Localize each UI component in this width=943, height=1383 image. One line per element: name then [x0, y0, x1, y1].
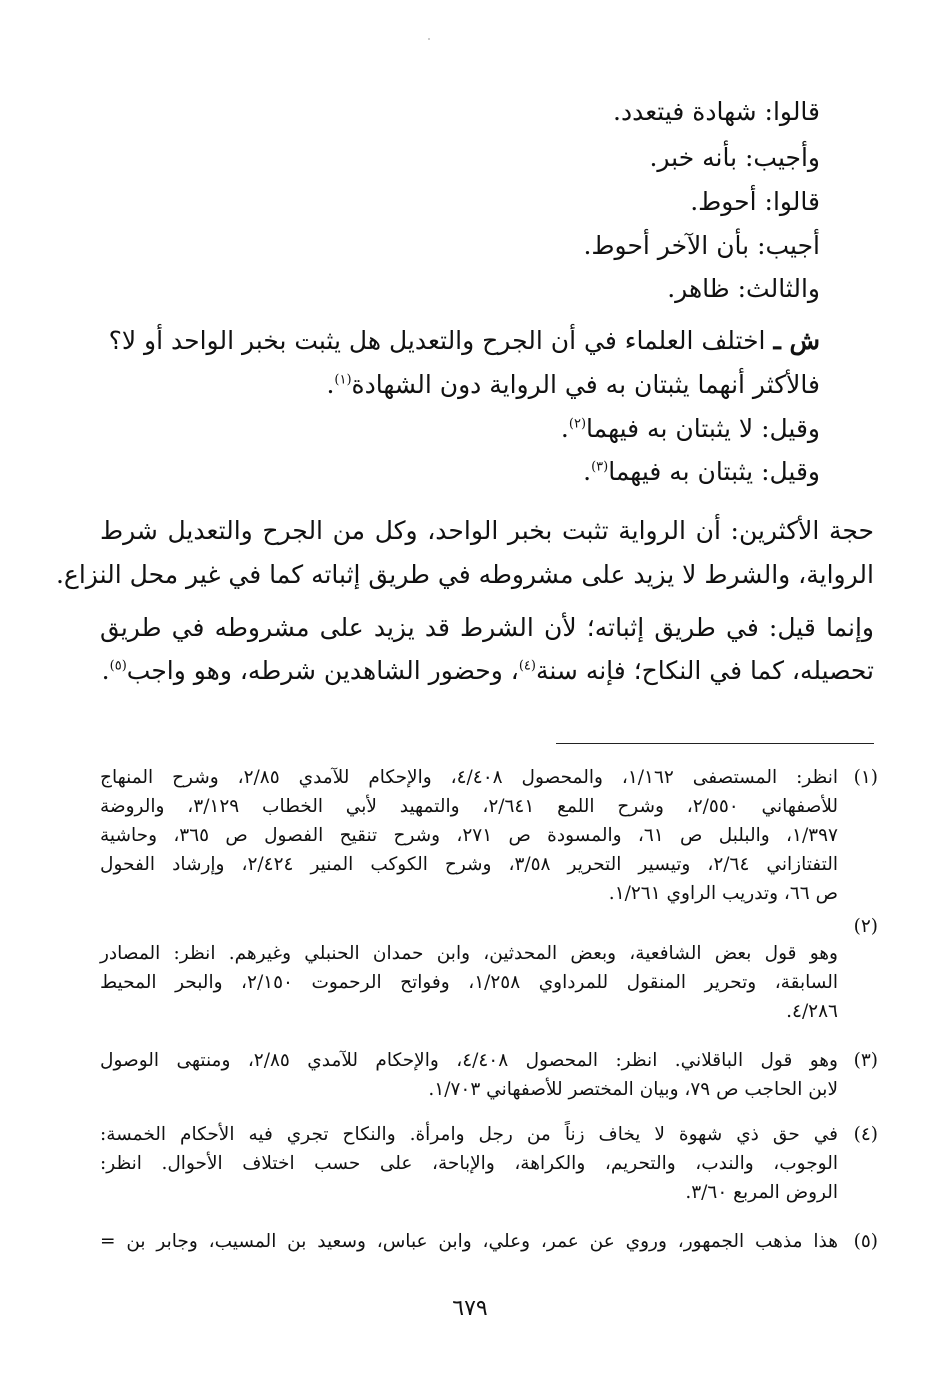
footnote-3 — [100, 1047, 878, 1107]
text-line: قالوا: شهادة فيتعدد. — [613, 97, 820, 126]
text-line: قالوا: أحوط. — [690, 187, 820, 216]
page-number: ٦٧٩ — [452, 1296, 488, 1321]
footnote-line: وهو قول الباقلاني. انظر: المحصول ٤/٤٠٨، والإحكام للآمدي ٢/٨٥، ومنتهى الوصول — [100, 1050, 838, 1071]
footnote-line: هذا مذهب الجمهور، وروي عن عمر، وعلي، وابن عباس، وسعيد بن المسيب، وجابر بن = — [100, 1231, 838, 1252]
footnote-ref: (١) — [334, 372, 352, 388]
footnote-number: (٥) — [853, 1231, 878, 1252]
text-span: فالأكثر أنهما يثبتان به في الرواية دون الشهادة — [351, 370, 820, 399]
footnote-2 — [100, 913, 878, 1022]
text-line: وأجيب: بأنه خبر. — [649, 143, 820, 172]
footnote-5 — [100, 1228, 878, 1258]
text-line: حجة الأكثرين: أن الرواية تثبت بخبر الواحد، وكل من الجرح والتعديل شرط — [100, 516, 874, 545]
speck — [428, 38, 430, 40]
footnote-line: الروض المربع ٣/٦٠. — [685, 1182, 838, 1203]
footnote-line: ٤/٢٨٦. — [786, 1001, 838, 1022]
footnote-ref: (٤) — [518, 658, 536, 674]
text-line: وقيل: لا يثبتان به فيهما$^{(٢)}$. — [560, 414, 820, 443]
footnote-ref: (٢) — [568, 416, 587, 432]
paragraph-commentary-line — [100, 326, 820, 356]
text-line: تحصيله، كما في النكاح؛ فإنه سنة$^{(٤)}$، وحضور الشاهدين شرطه، وهو واجب$^{(٥)}$. — [101, 656, 874, 685]
text-span: ، وحضور الشاهدين شرطه، وهو واجب — [126, 656, 519, 685]
text-line: والثالث: ظاهر. — [667, 274, 820, 303]
footnote-line: لابن الحاجب ص ٧٩، وبيان المختصر للأصفهاني ١/٧٠٣. — [428, 1079, 838, 1100]
footnote-line: انظر: المستصفى ١/١٦٢، والمحصول ٤/٤٠٨، والإحكام للآمدي ٢/٨٥، وشرح المنهاج — [100, 767, 838, 788]
footnote-line: التفتازاني ٢/٦٤، وتيسير التحرير ٣/٥٨، وشرح الكوكب المنير ٢/٤٢٤، وإرشاد الفحول — [100, 854, 839, 875]
text-line: أجيب: بأن الآخر أحوط. — [583, 231, 820, 260]
text-line: فالأكثر أنهما يثبتان به في الرواية دون الشهادة$^{(١)}$. — [326, 370, 820, 399]
footnote-line: السابقة، وتحرير المنقول للمرداوي ١/٢٥٨، وفواتح الرحموت ٢/١٥٠، والبحر المحيط — [100, 972, 839, 993]
footnote-ref: (٣) — [591, 459, 609, 475]
commentary-marker: ش ـ — [773, 326, 820, 355]
footnote-line: للأصفهاني ٢/٥٥٠، وشرح اللمع ٢/٦٤١، والتمهيد لأبي الخطاب ٣/١٢٩، والروضة — [100, 796, 838, 817]
footnote-4 — [100, 1121, 878, 1211]
text-span: اختلف العلماء في أن الجرح والتعديل هل يثبت بخبر الواحد أو لا؟ — [108, 326, 766, 355]
text-span: تحصيله، كما في النكاح؛ فإنه سنة — [535, 656, 874, 685]
footnote-line: ص ٦٦، وتدريب الراوي ١/٢٦١. — [608, 883, 838, 904]
footnote-line: ١/٣٩٧، والبلبل ص ٦١، والمسودة ص ٢٧١، وشرح تنقيح الفصول ص ٣٦٥، وحاشية — [100, 825, 838, 846]
footnote-line: في حق ذي شهوة لا يخاف زناً من رجل وامرأة. والنكاح تجري فيه الأحكام الخمسة: — [100, 1124, 838, 1145]
text-span: وقيل: لا يثبتان به فيهما — [586, 414, 820, 443]
footnote-number: (١) — [853, 767, 878, 788]
text-line: وإنما قيل: في طريق إثباته؛ لأن الشرط قد يزيد على مشروطه في طريق — [100, 613, 874, 642]
footnote-ref: (٥) — [109, 658, 127, 674]
text-line: الرواية، والشرط لا يزيد على مشروطه في طريق إثباته كما في غير محل النزاع. — [55, 560, 874, 589]
footnote-separator — [556, 743, 874, 744]
footnote-line: وهو قول بعض الشافعية، وبعض المحدثين، وابن حمدان الحنبلي وغيرهم. انظر: المصادر — [100, 943, 838, 964]
footnote-number: (٢) — [853, 916, 878, 937]
text-span: وقيل: يثبتان به فيهما — [608, 457, 820, 486]
text-line: وقيل: يثبتان به فيهما$^{(٣)}$. — [583, 457, 820, 486]
footnote-number: (٣) — [853, 1050, 878, 1071]
footnote-1 — [100, 764, 878, 914]
footnote-line: الوجوب، والندب، والتحريم، والكراهة، والإباحة، على حسب اختلاف الأحوال. انظر: — [100, 1153, 838, 1174]
footnote-number: (٤) — [853, 1124, 878, 1145]
